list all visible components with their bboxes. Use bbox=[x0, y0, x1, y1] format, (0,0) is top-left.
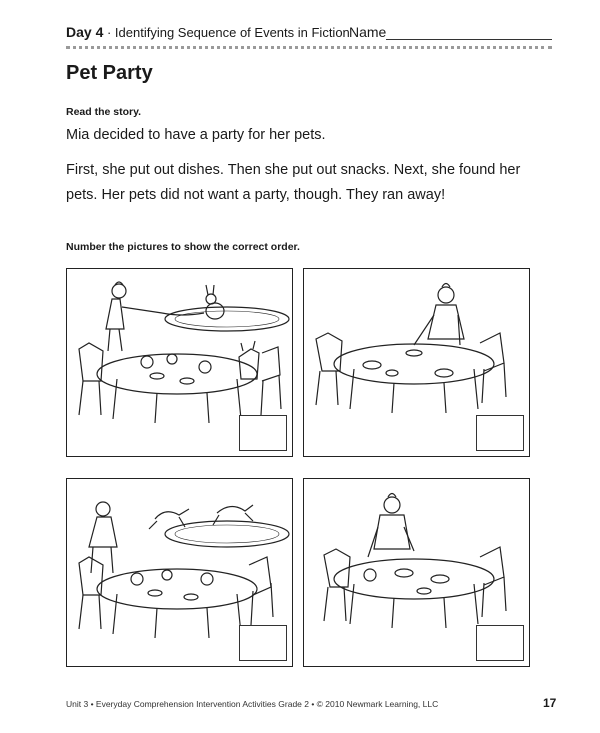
picture-panel-3 bbox=[66, 478, 293, 667]
name-field[interactable] bbox=[386, 39, 552, 40]
story-paragraph-2: First, she put out dishes. Then she put out snacks. Next, she found her pets. Her pets did not want a party, though. They ran away! bbox=[66, 162, 521, 203]
page-title: Pet Party bbox=[66, 62, 153, 84]
page-number: 17 bbox=[543, 696, 557, 710]
day-label: Day 4 bbox=[66, 24, 104, 40]
read-directions: Read the story. bbox=[66, 106, 142, 118]
header-divider bbox=[66, 46, 552, 49]
page-header bbox=[66, 24, 552, 42]
number-directions: Number the pictures to show the correct order. bbox=[66, 241, 300, 253]
picture-panel-2 bbox=[303, 268, 530, 457]
number-answer-box[interactable] bbox=[476, 625, 524, 661]
picture-panel-4 bbox=[303, 478, 530, 667]
name-label: Name bbox=[349, 24, 387, 40]
lesson-topic: · Identifying Sequence of Events in Fiction bbox=[103, 25, 350, 40]
number-answer-box[interactable] bbox=[476, 415, 524, 451]
story-line-1: Mia decided to have a party for her pets. bbox=[66, 127, 326, 143]
footer-credit: Unit 3 • Everyday Comprehension Intervention Activities Grade 2 • © 2010 Newmark Learning, LLC bbox=[66, 699, 439, 709]
picture-panel-1 bbox=[66, 268, 293, 457]
number-answer-box[interactable] bbox=[239, 625, 287, 661]
number-answer-box[interactable] bbox=[239, 415, 287, 451]
